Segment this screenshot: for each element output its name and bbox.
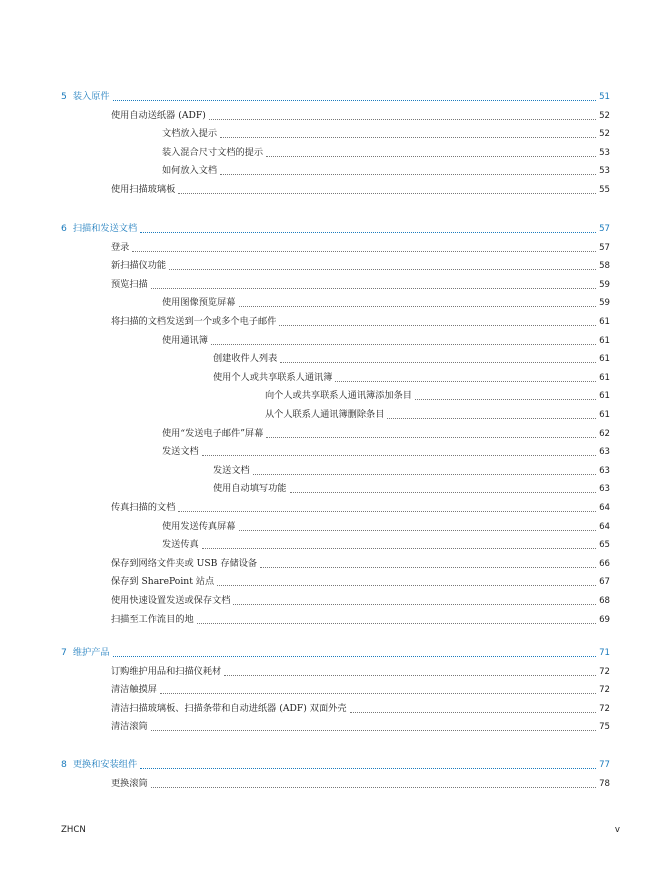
toc-entry-text: 扫描至工作流目的地	[111, 614, 194, 625]
dot-leader	[415, 398, 596, 400]
dot-leader	[217, 584, 596, 586]
toc-page-number: 52	[599, 129, 610, 139]
toc-entry-title	[111, 181, 175, 199]
toc-entry-text: 清洁扫描玻璃板、扫描条带和自动进纸器 (ADF) 双面外壳	[111, 703, 347, 714]
toc-entry-text: 新扫描仪功能	[111, 260, 167, 271]
toc-chapter-number: 5	[61, 91, 67, 102]
toc-entry[interactable]	[111, 592, 610, 610]
toc-entry-title	[162, 536, 199, 554]
toc-entry-title	[162, 125, 217, 143]
toc-entry[interactable]	[111, 257, 610, 275]
toc-entry[interactable]	[162, 536, 610, 554]
toc-entry[interactable]	[111, 718, 610, 736]
toc-entry[interactable]	[162, 518, 610, 536]
toc-chapter-number: 8	[61, 759, 67, 770]
dot-leader	[239, 529, 597, 531]
toc-entry[interactable]	[162, 144, 610, 162]
toc-page-number: 71	[599, 648, 610, 658]
toc-entry-title	[162, 518, 236, 536]
dot-leader	[151, 729, 596, 731]
toc-entry-title	[213, 462, 250, 480]
toc-page-number: 53	[599, 166, 610, 176]
toc-entry[interactable]	[162, 294, 610, 312]
toc-entry-title	[111, 257, 166, 275]
toc-entry-text: 预览扫描	[111, 279, 148, 290]
toc-entry[interactable]	[265, 387, 610, 405]
toc-entry-text: 传真扫描的文档	[111, 502, 176, 513]
toc-entry-title	[162, 144, 263, 162]
toc-page-number: 63	[599, 484, 610, 494]
toc-entry-title	[111, 775, 148, 793]
toc-entry-title	[111, 663, 221, 681]
toc-entry-text: 使用通讯簿	[162, 335, 208, 346]
toc-entry-text: 保存到 SharePoint 站点	[111, 576, 215, 587]
dot-leader	[350, 711, 597, 713]
toc-entry[interactable]	[213, 480, 610, 498]
dot-leader	[113, 655, 596, 657]
toc-page-number: 64	[599, 503, 610, 513]
toc-entry-text: 使用发送传真屏幕	[162, 521, 236, 532]
toc-entry-text: 登录	[111, 242, 130, 253]
dot-leader	[197, 622, 596, 624]
toc-entry[interactable]	[162, 162, 610, 180]
toc-entry-title	[61, 756, 137, 774]
dot-leader	[178, 510, 596, 512]
dot-leader	[220, 136, 596, 138]
toc-entry[interactable]	[111, 239, 610, 257]
toc-entry-text: 将扫描的文档发送到一个或多个电子邮件	[111, 316, 277, 327]
dot-leader	[224, 674, 596, 676]
toc-chapter-entry[interactable]	[61, 756, 610, 774]
footer-language-code: ZHCN	[61, 825, 86, 835]
dot-leader	[266, 155, 596, 157]
dot-leader	[132, 250, 596, 252]
toc-entry-title	[265, 387, 412, 405]
toc-entry-title	[111, 700, 347, 718]
toc-entry-title	[111, 681, 157, 699]
dot-leader	[233, 603, 596, 605]
toc-entry[interactable]	[111, 107, 610, 125]
toc-page-number: 59	[599, 298, 610, 308]
toc-entry-title	[61, 644, 110, 662]
toc-entry-title	[61, 220, 137, 238]
toc-entry-title	[111, 107, 206, 125]
toc-entry-text: 维护产品	[72, 647, 110, 658]
toc-entry-text: 保存到网络文件夹或 USB 存储设备	[111, 558, 258, 569]
toc-page-number: 78	[599, 779, 610, 789]
toc-entry[interactable]	[111, 681, 610, 699]
toc-entry-title	[162, 162, 217, 180]
toc-entry-title	[111, 555, 257, 573]
toc-entry[interactable]	[111, 611, 610, 629]
toc-page-number: 69	[599, 615, 610, 625]
toc-entry-title	[111, 276, 148, 294]
toc-entry[interactable]	[111, 499, 610, 517]
toc-page-number: 77	[599, 760, 610, 770]
toc-page-number: 72	[599, 667, 610, 677]
toc-page-number: 66	[599, 559, 610, 569]
toc-entry-text: 装入混合尺寸文档的提示	[162, 147, 264, 158]
toc-entry[interactable]	[111, 775, 610, 793]
toc-entry-title	[213, 350, 277, 368]
toc-page-number: 61	[599, 317, 610, 327]
toc-page-number: 61	[599, 410, 610, 420]
toc-entry-title	[162, 294, 236, 312]
toc-entry[interactable]	[162, 443, 610, 461]
toc-entry[interactable]	[265, 406, 610, 424]
toc-entry-title	[111, 718, 148, 736]
toc-entry-title	[111, 592, 230, 610]
dot-leader	[202, 547, 596, 549]
dot-leader	[335, 380, 596, 382]
dot-leader	[290, 491, 597, 493]
toc-entry-text: 使用扫描玻璃板	[111, 184, 176, 195]
dot-leader	[253, 473, 596, 475]
dot-leader	[209, 118, 596, 120]
dot-leader	[239, 305, 597, 307]
toc-entry-text: 扫描和发送文档	[72, 223, 138, 234]
toc-entry-title	[111, 499, 175, 517]
dot-leader	[113, 99, 596, 101]
toc-page-number: 63	[599, 447, 610, 457]
toc-entry-title	[61, 88, 110, 106]
toc-page-number: 62	[599, 429, 610, 439]
toc-entry[interactable]	[111, 276, 610, 294]
toc-chapter-entry[interactable]	[61, 88, 610, 106]
toc-entry[interactable]	[162, 425, 610, 443]
toc-entry-text: 使用自动送纸器 (ADF)	[111, 110, 206, 121]
toc-entry[interactable]	[162, 125, 610, 143]
toc-entry-title	[111, 239, 129, 257]
dot-leader	[151, 287, 596, 289]
dot-leader	[160, 692, 596, 694]
toc-entry[interactable]	[111, 555, 610, 573]
toc-entry-text: 创建收件人列表	[213, 353, 278, 364]
toc-page-number: 55	[599, 185, 610, 195]
toc-page-number: 67	[599, 577, 610, 587]
toc-entry-title	[213, 369, 332, 387]
toc-entry[interactable]	[213, 350, 610, 368]
toc-entry-title	[111, 611, 194, 629]
toc-entry[interactable]	[111, 700, 610, 718]
toc-page-number: 58	[599, 261, 610, 271]
toc-entry-title	[162, 332, 208, 350]
dot-leader	[151, 786, 596, 788]
toc-entry-text: 向个人或共享联系人通讯簿添加条目	[265, 390, 412, 401]
toc-page-number: 61	[599, 354, 610, 364]
toc-entry-text: 清洁触摸屏	[111, 684, 157, 695]
toc-entry[interactable]	[213, 369, 610, 387]
toc-page-number: 64	[599, 522, 610, 532]
toc-entry-text: 使用“发送电子邮件”屏幕	[162, 428, 264, 439]
toc-entry-text: 装入原件	[72, 91, 110, 102]
toc-entry-text: 发送文档	[162, 446, 199, 457]
dot-leader	[178, 192, 596, 194]
toc-entry-text: 使用快速设置发送或保存文档	[111, 595, 231, 606]
toc-entry-title	[213, 480, 287, 498]
toc-chapter-number: 7	[61, 647, 67, 658]
toc-page-number: 72	[599, 704, 610, 714]
toc-page-number: 51	[599, 92, 610, 102]
toc-chapter-entry[interactable]	[61, 644, 610, 662]
toc-page-number: 59	[599, 280, 610, 290]
dot-leader	[140, 767, 596, 769]
toc-entry-text: 使用个人或共享联系人通讯簿	[213, 372, 333, 383]
toc-entry[interactable]	[111, 663, 610, 681]
toc-page-number: 61	[599, 373, 610, 383]
toc-entry-text: 发送传真	[162, 539, 199, 550]
toc-entry-text: 使用自动填写功能	[213, 483, 287, 494]
toc-page-number: 61	[599, 391, 610, 401]
dot-leader	[220, 173, 596, 175]
toc-entry-text: 使用图像预览屏幕	[162, 297, 236, 308]
toc-page-number: 57	[599, 243, 610, 253]
toc-entry-text: 发送文档	[213, 465, 250, 476]
toc-entry-text: 订购维护用品和扫描仪耗材	[111, 666, 222, 677]
toc-entry-text: 从个人联系人通讯簿删除条目	[265, 409, 385, 420]
toc-entry-text: 文档放入提示	[162, 128, 218, 139]
toc-entry-text: 如何放入文档	[162, 165, 218, 176]
toc-entry-title	[111, 313, 276, 331]
toc-page-number: 53	[599, 148, 610, 158]
dot-leader	[140, 231, 596, 233]
toc-entry-title	[162, 425, 263, 443]
dot-leader	[280, 361, 596, 363]
toc-entry[interactable]	[111, 181, 610, 199]
toc-chapter-entry[interactable]	[61, 220, 610, 238]
toc-page-number: 65	[599, 540, 610, 550]
dot-leader	[260, 566, 596, 568]
footer-page-number: v	[614, 825, 620, 835]
dot-leader	[387, 417, 596, 419]
toc-page-number: 52	[599, 111, 610, 121]
dot-leader	[202, 454, 596, 456]
toc-entry[interactable]	[111, 313, 610, 331]
dot-leader	[211, 343, 596, 345]
toc-page-number: 75	[599, 722, 610, 732]
dot-leader	[169, 268, 596, 270]
toc-page-number: 72	[599, 685, 610, 695]
toc-chapter-number: 6	[61, 223, 67, 234]
toc-page-number: 57	[599, 224, 610, 234]
toc-entry[interactable]	[162, 332, 610, 350]
toc-entry-text: 更换滚筒	[111, 778, 148, 789]
toc-entry-title	[162, 443, 199, 461]
toc-page-number: 61	[599, 336, 610, 346]
toc-page-number: 63	[599, 466, 610, 476]
toc-entry[interactable]	[213, 462, 610, 480]
toc-entry-text: 清洁滚筒	[111, 721, 148, 732]
toc-entry[interactable]	[111, 573, 610, 591]
toc-page-number: 68	[599, 596, 610, 606]
toc-entry-text: 更换和安装组件	[72, 759, 138, 770]
dot-leader	[279, 324, 596, 326]
dot-leader	[266, 436, 596, 438]
toc-entry-title	[265, 406, 384, 424]
toc-entry-title	[111, 573, 214, 591]
